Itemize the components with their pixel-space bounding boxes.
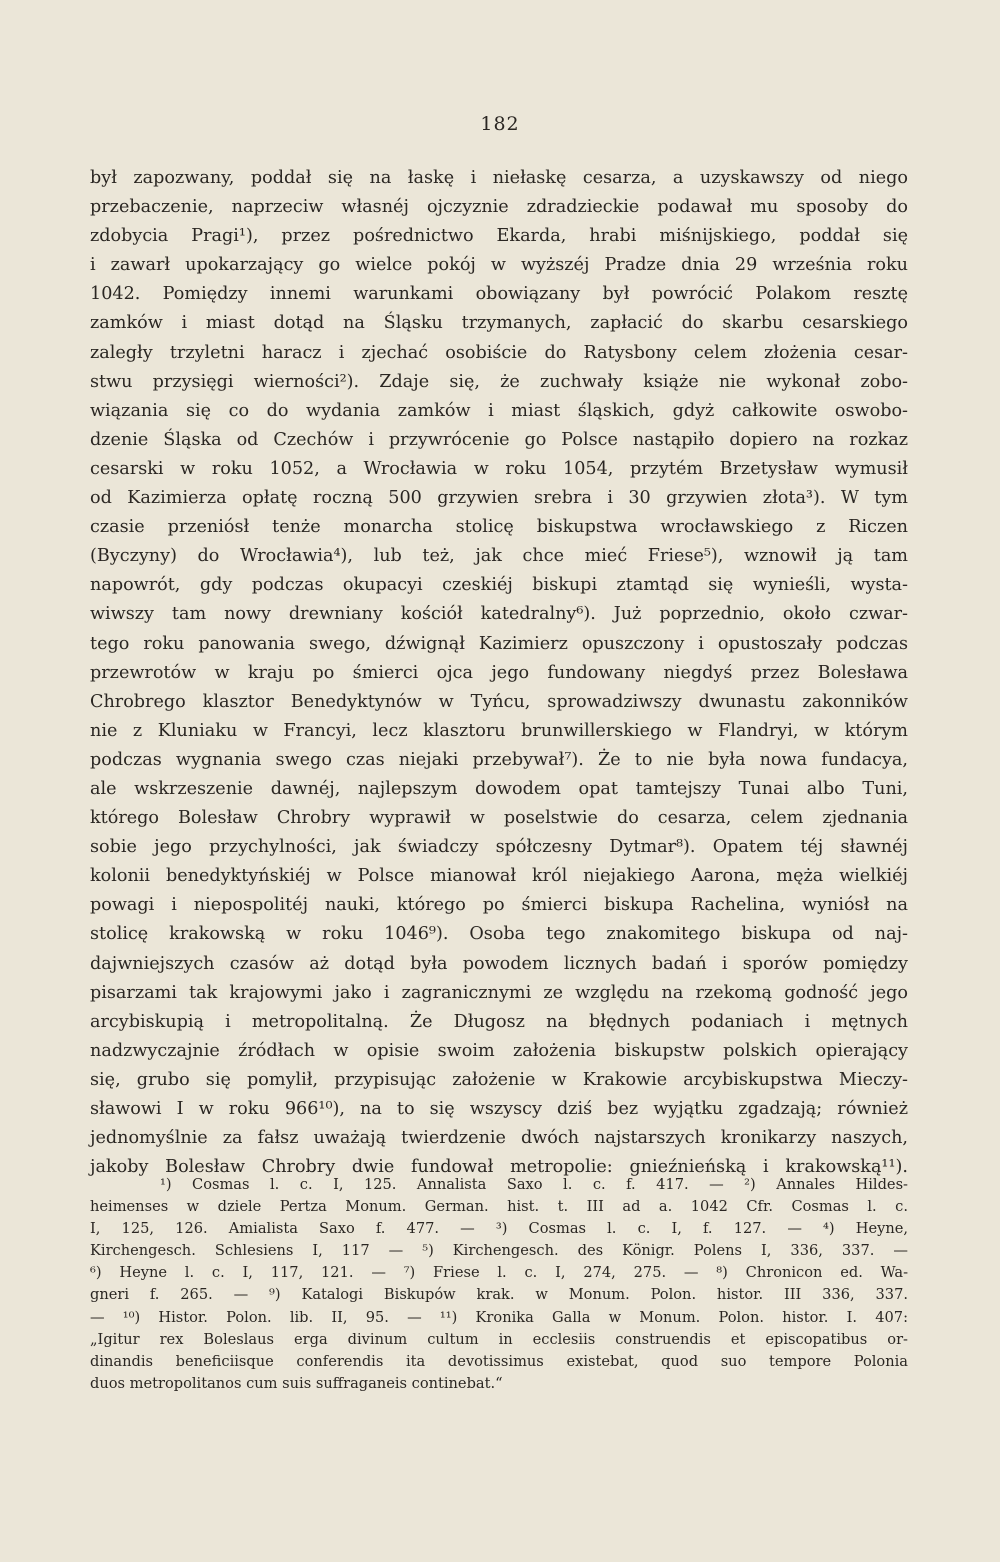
body-line: czasie przeniósł tenże monarcha stolicę biskupstwa wrocławskiego z Riczen <box>90 517 908 538</box>
body-line: się, grubo się pomylił, przypisując założenie w Krakowie arcybiskupstwa Mieczy- <box>90 1069 908 1090</box>
body-line: dajwniejszych czasów aż dotąd była powodem licznych badań i sporów pomiędzy <box>90 953 908 974</box>
body-line: nadzwyczajnie źródłach w opisie swoim założenia biskupstw polskich opierający <box>90 1040 908 1061</box>
body-line: sławowi I w roku 966¹⁰), na to się wszyscy dziś bez wyjątku zgadzają; również <box>90 1099 908 1119</box>
body-line: wiwszy tam nowy drewniany kościół katedralny⁶). Już poprzednio, około czwar- <box>90 604 908 625</box>
footnote-line: ⁶) Heyne l. c. I, 117, 121. — ⁷) Friese l. c. I, 274, 275. — ⁸) Chronicon ed. Wa- <box>90 1264 908 1282</box>
body-line: arcybiskupią i metropolitalną. Że Długosz na błędnych podaniach i mętnych <box>90 1011 908 1032</box>
page-number: 182 <box>480 113 520 135</box>
body-line: był zapozwany, poddał się na łaskę i niełaskę cesarza, a uzyskawszy od niego <box>90 168 908 188</box>
body-line: pisarzami tak krajowymi jako i zagranicznymi ze względu na rzekomą godność jego <box>90 982 908 1003</box>
body-line: przebaczenie, naprzeciw własnéj ojczyznie zdradzieckie podawał mu sposoby do <box>90 197 908 218</box>
footnote-line: gneri f. 265. — ⁹) Katalogi Biskupów krak. w Monum. Polon. histor. III 336, 337. <box>90 1286 908 1304</box>
footnote-line: duos metropolitanos cum suis suffraganeis continebat.“ <box>90 1374 503 1392</box>
body-line: napowrót, gdy podczas okupacyi czeskiéj biskupi ztamtąd się wynieśli, wysta- <box>90 575 908 596</box>
body-line: zaległy trzyletni haracz i zjechać osobiście do Ratysbony celem złożenia cesar- <box>90 342 908 363</box>
body-line: podczas wygnania swego czas niejaki przebywał⁷). Że to nie była nowa fundacya, <box>90 749 908 770</box>
body-line: przewrotów w kraju po śmierci ojca jego fundowany niegdyś przez Bolesława <box>90 662 908 683</box>
body-line: (Byczyny) do Wrocławia⁴), lub też, jak chce mieć Friese⁵), wznowił ją tam <box>90 546 908 567</box>
footnote-line: Kirchengesch. Schlesiens I, 117 — ⁵) Kirchengesch. des Königr. Polens I, 336, 337. — <box>90 1242 908 1260</box>
body-line: kolonii benedyktyńskiéj w Polsce mianował król niejakiego Aarona, męża wielkiéj <box>90 866 908 887</box>
body-line: 1042. Pomiędzy innemi warunkami obowiązany był powrócić Polakom resztę <box>90 284 908 305</box>
footnote-line: — ¹⁰) Histor. Polon. lib. II, 95. — ¹¹) Kronika Galla w Monum. Polon. histor. I. 407: <box>90 1308 908 1326</box>
body-line: zdobycia Pragi¹), przez pośrednictwo Ekarda, hrabi miśnijskiego, poddał się <box>90 226 908 247</box>
body-line: jakoby Bolesław Chrobry dwie fundował metropolie: gnieźnieńską i krakowską¹¹). <box>90 1157 908 1178</box>
body-line: którego Bolesław Chrobry wyprawił w poselstwie do cesarza, celem zjednania <box>90 808 908 829</box>
body-line: stolicę krakowską w roku 1046⁹). Osoba tego znakomitego biskupa od naj- <box>90 924 908 945</box>
body-line: cesarski w roku 1052, a Wrocławia w roku 1054, przytém Brzetysław wymusił <box>90 458 908 479</box>
body-line: ale wskrzeszenie dawnéj, najlepszym dowodem opat tamtejszy Tunai albo Tuni, <box>90 778 908 799</box>
body-line: wiązania się co do wydania zamków i miast śląskich, gdyż całkowite oswobo- <box>90 400 908 421</box>
body-line: sobie jego przychylności, jak świadczy spółczesny Dytmar⁸). Opatem téj sławnéj <box>90 837 908 858</box>
footnotes <box>90 1174 908 1395</box>
body-line: tego roku panowania swego, dźwignął Kazimierz opuszczony i opustoszały podczas <box>90 633 908 654</box>
footnote-line: „Igitur rex Boleslaus erga divinum cultum in ecclesiis construendis et episcopatibus or- <box>90 1330 908 1348</box>
body-line: Chrobrego klasztor Benedyktynów w Tyńcu, sprowadziwszy dwunastu zakonników <box>90 691 908 712</box>
body-line: dzenie Śląska od Czechów i przywrócenie go Polsce nastąpiło dopiero na rozkaz <box>90 429 908 450</box>
body-line: powagi i niepospolitéj nauki, którego po śmierci biskupa Rachelina, wyniósł na <box>90 895 908 916</box>
body-line: jednomyślnie za fałsz uważają twierdzenie dwóch najstarszych kronikarzy naszych, <box>90 1128 908 1149</box>
body-line: nie z Kluniaku w Francyi, lecz klasztoru brunwillerskiego w Flandryi, w którym <box>90 720 908 741</box>
body-line: stwu przysięgi wierności²). Zdaje się, że zuchwały książe nie wykonał zobo- <box>90 371 908 392</box>
footnote-line: dinandis beneficiisque conferendis ita devotissimus existebat, quod suo tempore Polonia <box>90 1352 908 1370</box>
main-text <box>90 164 908 1182</box>
body-line: i zawarł upokarzający go wielce pokój w wyższéj Pradze dnia 29 września roku <box>90 255 908 276</box>
body-line: od Kazimierza opłatę roczną 500 grzywien srebra i 30 grzywien złota³). W tym <box>90 488 908 509</box>
footnote-line: I, 125, 126. Amialista Saxo f. 477. — ³) Cosmas l. c. I, f. 127. — ⁴) Heyne, <box>90 1220 908 1238</box>
footnote-line: ¹) Cosmas l. c. I, 125. Annalista Saxo l. c. f. 417. — ²) Annales Hildes- <box>160 1176 908 1193</box>
footnote-line: heimenses w dziele Pertza Monum. German. hist. t. III ad a. 1042 Cfr. Cosmas l. c. <box>90 1198 908 1216</box>
body-line: zamków i miast dotąd na Śląsku trzymanych, zapłacić do skarbu cesarskiego <box>90 313 908 334</box>
